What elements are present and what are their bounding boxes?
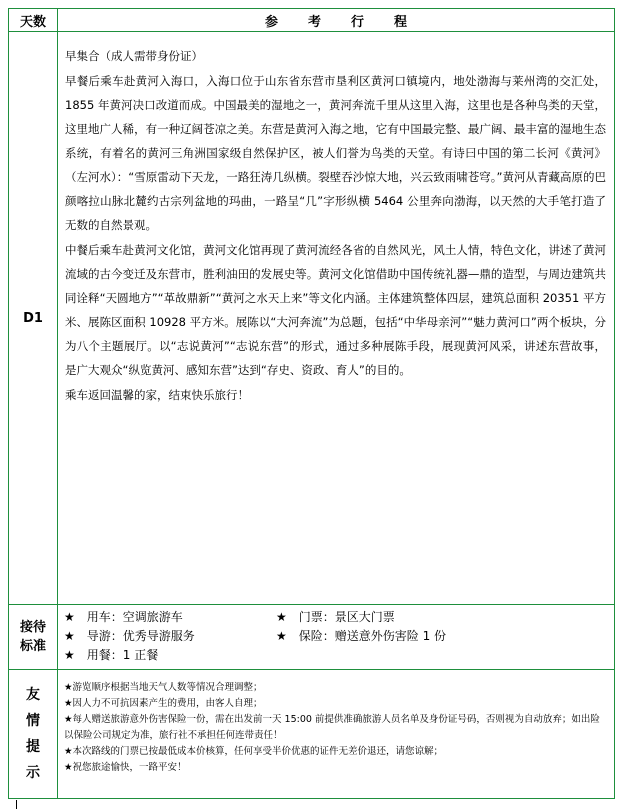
tip-line: ★每人赠送旅游意外伤害保险一份，需在出发前一天 15:00 前提供准确旅游人员名单及身份证号码，否则视为自动放弃；如出险以保险公司规定为准，旅行社不承担任何连带责任！: [64, 714, 600, 741]
itinerary-paragraph: 早集合（成人需带身份证）: [65, 49, 203, 63]
text-cursor: [16, 800, 17, 809]
tip-line: ★本次路线的门票已按最低成本价核算，任何享受半价优惠的证件无差价退还，请您谅解；: [64, 746, 444, 757]
standard-value: 赠送意外伤害险 1 份: [334, 629, 447, 643]
itinerary-column-header: 参考行程: [264, 14, 437, 30]
tip-line: ★因人力不可抗因素产生的费用，由客人自理；: [64, 698, 263, 709]
standard-item-insurance: ★ 保险 ： 赠送意外伤害险 1 份: [276, 628, 447, 643]
standards-line: [64, 626, 608, 645]
standard-item-meals: ★ 用餐 ： 1 正餐: [64, 647, 159, 662]
table-header-row: [9, 9, 614, 32]
star-icon: ★: [64, 647, 75, 662]
standards-label-text: 接待标准: [19, 620, 46, 654]
standard-name: 保险: [298, 629, 323, 643]
standards-list: [58, 605, 614, 669]
standard-value: 1 正餐: [122, 648, 159, 662]
standards-line: [64, 607, 608, 626]
star-icon: ★: [64, 609, 75, 624]
star-icon: ★: [64, 628, 75, 643]
standards-row: [9, 605, 614, 670]
tip-line: ★游览顺序根据当地天气人数等情况合理调整；: [64, 682, 263, 693]
star-icon: ★: [276, 609, 287, 624]
standard-item-guide: ★ 导游 ： 优秀导游服务: [64, 628, 195, 643]
tips-row: [9, 670, 614, 798]
itinerary-paragraph: 乘车返回温馨的家，结束快乐旅行！: [65, 388, 249, 402]
standard-item-tickets: ★ 门票 ： 景区大门票: [276, 609, 395, 624]
tips-list: [58, 670, 614, 798]
day-row: [9, 32, 614, 605]
standards-label: [9, 605, 58, 669]
standard-name: 导游: [86, 629, 111, 643]
standard-value: 景区大门票: [334, 610, 395, 624]
star-icon: ★: [276, 628, 287, 643]
standard-item-vehicle: ★ 用车 ： 空调旅游车: [64, 609, 183, 624]
standard-name: 用车: [86, 610, 111, 624]
itinerary-paragraph: 早餐后乘车赴黄河入海口，入海口位于山东省东营市垦利区黄河口镇境内，地处渤海与莱州湾的交汇处，1855 年黄河决口改道而成。中国最美的湿地之一，黄河奔流千里从这里入海，这里也是各种鸟类的天堂，这里地广人稀，有一种辽阔苍凉之美。东营是黄河入海之地，它有中国最完整、最广阔、最丰富的湿地生态系统，有着名的黄河三角洲国家级自然保护区，被人们誉为鸟类的天堂。有诗曰中国的第二长河《黄河》（左河水）：“雪原雷动下天龙，一路狂涛几纵横。裂壁吞沙惊大地，兴云致雨啸苍穹。”黄河从青藏高原的巴颜喀拉山脉北麓约古宗列盆地的玛曲，一路呈“几”字形纵横 5464 公里奔向渤海，以天然的大手笔打造了无数的自然景观。: [65, 74, 606, 232]
tips-label: [9, 670, 58, 798]
standards-line: [64, 645, 608, 664]
standard-name: 门票: [298, 610, 323, 624]
day-column-header: 天数: [9, 9, 58, 31]
standard-value: 优秀导游服务: [122, 629, 195, 643]
standard-name: 用餐: [86, 648, 111, 662]
standard-value: 空调旅游车: [122, 610, 183, 624]
itinerary-text: [58, 32, 614, 604]
itinerary-table: [8, 8, 615, 799]
itinerary-paragraph: 中餐后乘车赴黄河文化馆，黄河文化馆再现了黄河流经各省的自然风光，风土人情，特色文化，讲述了黄河流域的古今变迁及东营市，胜利油田的发展史等。黄河文化馆借助中国传统礼器—鼎的造型，与周边建筑共同诠释“天圆地方”“革故鼎新”“黄河之水天上来”等文化内涵。主体建筑整体四层，建筑总面积 20351 平方米、展陈区面积 10928 平方米。展陈以“大河奔流”为总题，包括“中华母亲河”“魅力黄河口”两个板块，分为八个主题展厅。以“志说黄河”“志说东营”的形式，通过多种展陈手段，展现黄河风采，讲述东营故事，是广大观众“纵览黄河、感知东营”达到“存史、资政、育人”的目的。: [65, 243, 606, 377]
tips-label-text: 友情提示: [26, 687, 40, 781]
day-label: D1: [9, 32, 58, 604]
tip-line: ★祝您旅途愉快，一路平安！: [64, 762, 187, 773]
